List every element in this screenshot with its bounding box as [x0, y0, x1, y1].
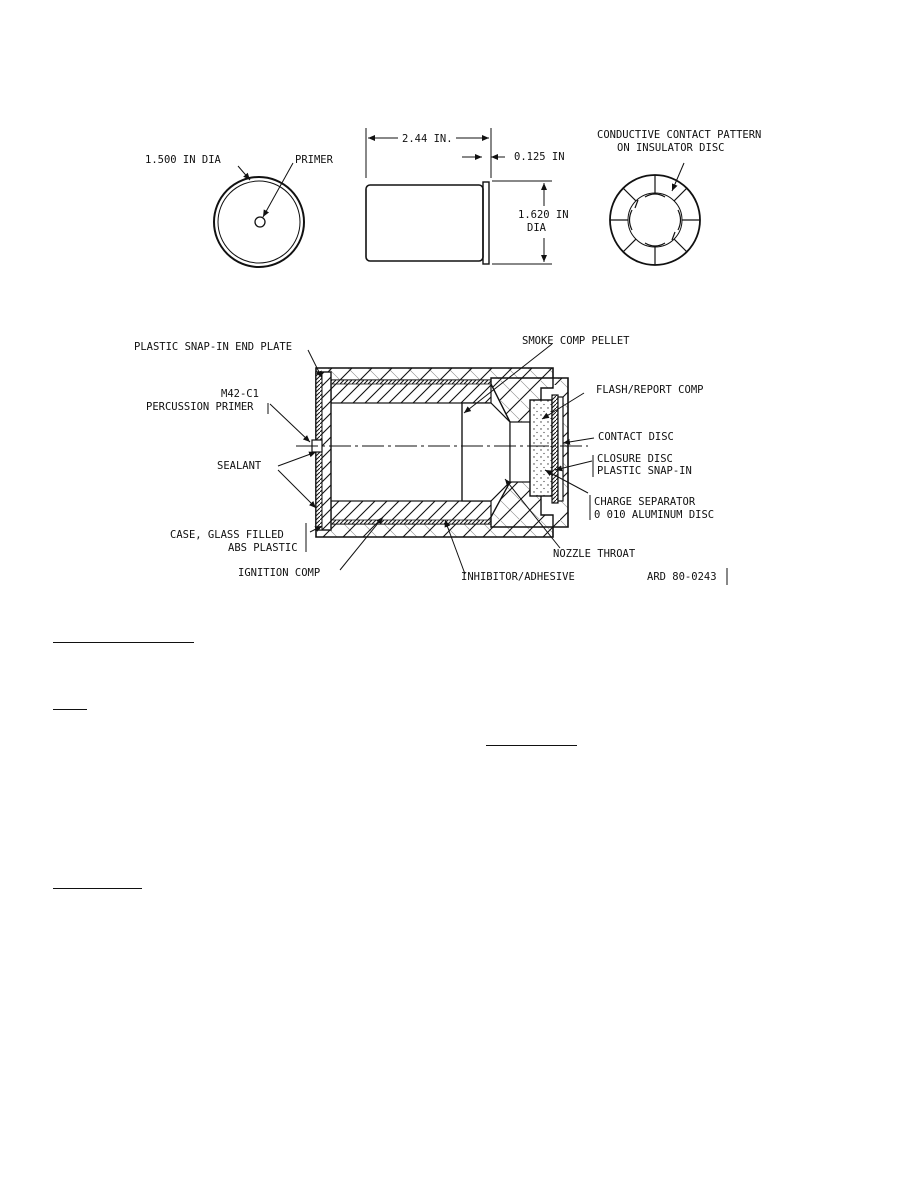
label-length: 2.44 IN.	[402, 133, 453, 145]
label-ignition: IGNITION COMP	[238, 567, 321, 579]
label-rim: 0.125 IN	[514, 151, 565, 163]
label-nozzle: NOZZLE THROAT	[553, 548, 636, 560]
label-inhibitor: INHIBITOR/ADHESIVE	[461, 571, 575, 583]
end-view	[214, 163, 304, 267]
label-closure-2: PLASTIC SNAP-IN	[597, 465, 692, 477]
label-case-dia-2: DIA	[527, 222, 546, 234]
label-contact-disc: CONTACT DISC	[598, 431, 674, 443]
label-contact-pattern-2: ON INSULATOR DISC	[617, 142, 725, 154]
label-separator-1: CHARGE SEPARATOR	[594, 496, 696, 508]
label-m42-1: M42-C1	[221, 388, 259, 400]
contact-pattern-view	[610, 163, 700, 265]
label-separator-2: 0 010 ALUMINUM DISC	[594, 509, 715, 521]
side-view	[366, 128, 552, 264]
rule-1	[53, 642, 194, 643]
label-closure-1: CLOSURE DISC	[597, 453, 673, 465]
rule-3	[486, 745, 577, 746]
label-smoke-pellet: SMOKE COMP PELLET	[522, 335, 630, 347]
label-case-2: ABS PLASTIC	[228, 542, 298, 554]
label-m42-2: PERCUSSION PRIMER	[146, 401, 254, 413]
label-end-plate: PLASTIC SNAP-IN END PLATE	[134, 341, 293, 353]
label-top-dia: 1.500 IN DIA	[145, 154, 221, 166]
label-case-1: CASE, GLASS FILLED	[170, 529, 284, 541]
label-contact-pattern-1: CONDUCTIVE CONTACT PATTERN	[597, 129, 762, 141]
rule-2	[53, 709, 87, 710]
label-primer: PRIMER	[295, 154, 333, 166]
label-flash: FLASH/REPORT COMP	[596, 384, 704, 396]
rule-4	[53, 888, 142, 889]
label-case-dia-1: 1.620 IN	[518, 209, 569, 221]
label-sealant: SEALANT	[217, 460, 262, 472]
label-ard: ARD 80-0243	[647, 571, 717, 583]
